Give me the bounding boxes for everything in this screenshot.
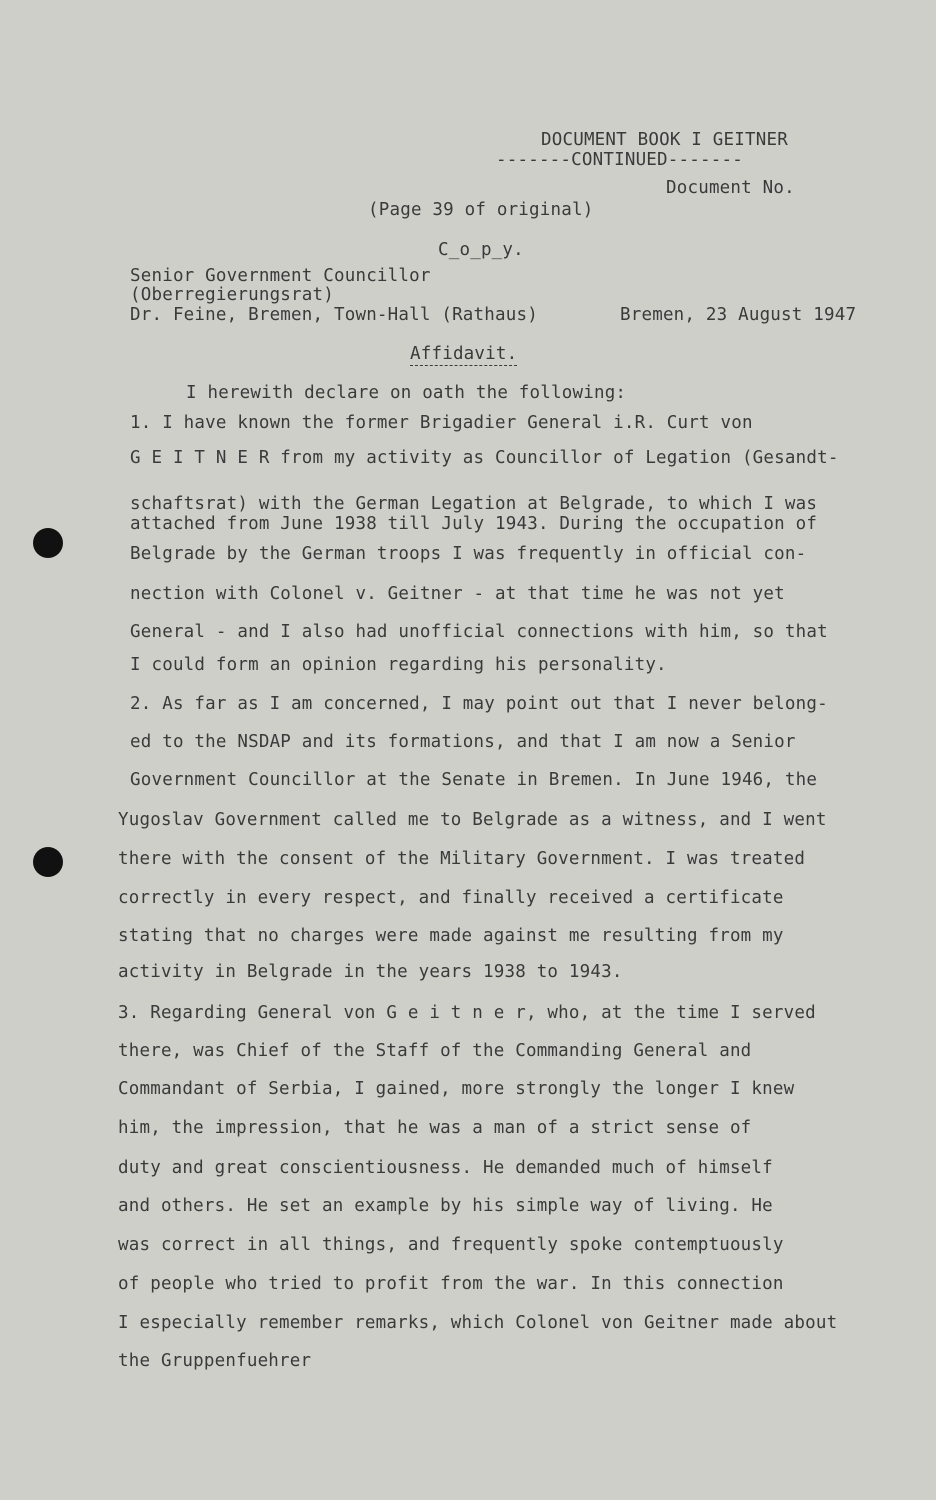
body-line: 3. Regarding General von G e i t n e r, who, at the time I served [118,1003,816,1023]
body-line: the Gruppenfuehrer [118,1351,312,1371]
body-line: I herewith declare on oath the following: [186,383,627,403]
body-line: correctly in every respect, and finally received a certificate [118,888,784,908]
body-line: and others. He set an example by his simple way of living. He [118,1196,773,1216]
body-line: schaftsrat) with the German Legation at Belgrade, to which I was [130,494,818,514]
body-line: was correct in all things, and frequently spoke contemptuously [118,1235,784,1255]
document-book-title: DOCUMENT BOOK I GEITNER [541,130,788,150]
body-line: 2. As far as I am concerned, I may point out that I never belong- [130,694,828,714]
body-line: there with the consent of the Military Government. I was treated [118,849,806,869]
body-line: Belgrade by the German troops I was frequently in official con- [130,544,807,564]
punch-hole-top [33,528,63,558]
body-line: 1. I have known the former Brigadier General i.R. Curt von [130,413,753,433]
sender-title: Senior Government Councillor [130,266,431,286]
copy-label: C_o_p_y. [438,240,524,260]
body-line: there, was Chief of the Staff of the Commanding General and [118,1041,752,1061]
body-line: I especially remember remarks, which Colonel von Geitner made about [118,1313,838,1333]
body-line: duty and great conscientiousness. He demanded much of himself [118,1158,773,1178]
body-line: of people who tried to profit from the war. In this connection [118,1274,784,1294]
body-line: Government Councillor at the Senate in Bremen. In June 1946, the [130,770,818,790]
body-line: nection with Colonel v. Geitner - at that time he was not yet [130,584,785,604]
body-line: activity in Belgrade in the years 1938 to 1943. [118,962,623,982]
body-line: General - and I also had unofficial connections with him, so that [130,622,828,642]
body-line: Commandant of Serbia, I gained, more strongly the longer I knew [118,1079,795,1099]
punch-hole-bottom [33,847,63,877]
document-date: Bremen, 23 August 1947 [620,305,857,325]
body-line: stating that no charges were made against me resulting from my [118,926,784,946]
body-line: attached from June 1938 till July 1943. During the occupation of [130,514,818,534]
body-line: ed to the NSDAP and its formations, and that I am now a Senior [130,732,796,752]
body-line: G E I T N E R from my activity as Councillor of Legation (Gesandt- [130,448,839,468]
page-reference: (Page 39 of original) [368,200,594,220]
affidavit-title: Affidavit. [410,344,518,364]
body-line: Yugoslav Government called me to Belgrade as a witness, and I went [118,810,827,830]
sender-title-german: (Oberregierungsrat) [130,285,334,305]
sender-address: Dr. Feine, Bremen, Town-Hall (Rathaus) [130,305,538,325]
continued-label: -------CONTINUED------- [496,150,743,170]
document-number-label: Document No. [666,178,795,198]
body-line: him, the impression, that he was a man of a strict sense of [118,1118,752,1138]
body-line: I could form an opinion regarding his personality. [130,655,667,675]
